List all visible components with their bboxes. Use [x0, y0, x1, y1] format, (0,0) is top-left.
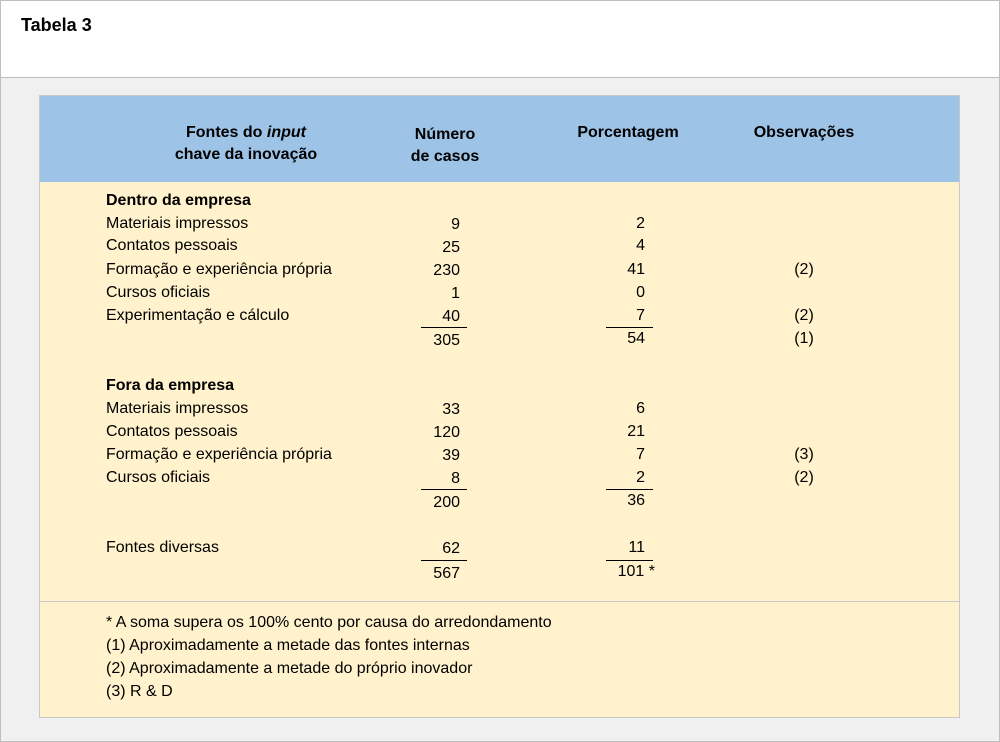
- row-percent: 7: [636, 446, 645, 463]
- footnote: * A soma supera os 100% cento por causa do arredondamento: [106, 614, 552, 631]
- subtotal-rule-cases: [421, 327, 467, 328]
- row-cases: 8: [451, 470, 460, 487]
- row-cases: 62: [442, 540, 460, 557]
- total-rule-cases: [421, 560, 467, 561]
- row-percent: 0: [636, 284, 645, 301]
- header-observations: Observações: [753, 124, 855, 141]
- row-percent: 21: [627, 423, 645, 440]
- row-label: Materiais impressos: [106, 400, 249, 417]
- table-header: [40, 96, 959, 182]
- row-observation: (3): [794, 446, 814, 463]
- row-label: Contatos pessoais: [106, 237, 238, 254]
- notes-divider: [40, 601, 959, 602]
- subtotal-percent: 36: [627, 492, 645, 509]
- row-observation: (2): [794, 307, 814, 324]
- row-label: Formação e experiência própria: [106, 261, 332, 278]
- header-sources: [146, 122, 346, 166]
- subtotal-percent: 54: [627, 330, 645, 347]
- row-cases: 1: [451, 285, 460, 302]
- page-title: Tabela 3: [21, 15, 92, 35]
- row-label: Cursos oficiais: [106, 469, 211, 486]
- footnote: (3) R & D: [106, 683, 173, 700]
- row-cases: 120: [433, 424, 460, 441]
- row-label: Fontes diversas: [106, 539, 219, 556]
- row-cases: 230: [433, 262, 460, 279]
- footnote: (2) Aproximadamente a metade do próprio inovador: [106, 660, 473, 677]
- row-percent: 11: [628, 539, 645, 556]
- row-percent: 7: [636, 307, 645, 324]
- row-label: Cursos oficiais: [106, 284, 211, 301]
- row-label: Formação e experiência própria: [106, 446, 332, 463]
- row-cases: 25: [442, 239, 460, 256]
- row-percent: 6: [636, 400, 645, 417]
- row-percent: 4: [636, 237, 645, 254]
- subtotal-observation: (1): [794, 330, 814, 347]
- section-title-outside: Fora da empresa: [106, 377, 235, 394]
- row-observation: (2): [794, 261, 814, 278]
- row-cases: 39: [442, 447, 460, 464]
- header-percent: Porcentagem: [577, 124, 679, 141]
- footnote: (1) Aproximadamente a metade das fontes internas: [106, 637, 470, 654]
- data-table: [39, 95, 960, 718]
- header-sources-line1: Fontes do input: [186, 124, 306, 141]
- row-cases: 33: [442, 401, 460, 418]
- subtotal-cases: 200: [433, 494, 460, 511]
- row-label: Experimentação e cálculo: [106, 307, 290, 324]
- title-bar: [1, 1, 999, 78]
- grand-total-percent: 101 *: [617, 563, 655, 580]
- row-observation: (2): [794, 469, 814, 486]
- subtotal-rule-cases: [421, 489, 467, 490]
- row-percent: 2: [636, 469, 645, 486]
- row-label: Contatos pessoais: [106, 423, 238, 440]
- row-cases: 9: [451, 216, 460, 233]
- grand-total-cases: 567: [433, 565, 460, 582]
- row-label: Materiais impressos: [106, 215, 249, 232]
- row-percent: 41: [627, 261, 645, 278]
- subtotal-cases: 305: [433, 332, 460, 349]
- section-title-inside: Dentro da empresa: [106, 192, 251, 209]
- header-sources-line2: chave da inovação: [174, 146, 318, 163]
- row-cases: 40: [442, 308, 460, 325]
- row-percent: 2: [636, 215, 645, 232]
- header-cases: Número de casos: [410, 126, 480, 165]
